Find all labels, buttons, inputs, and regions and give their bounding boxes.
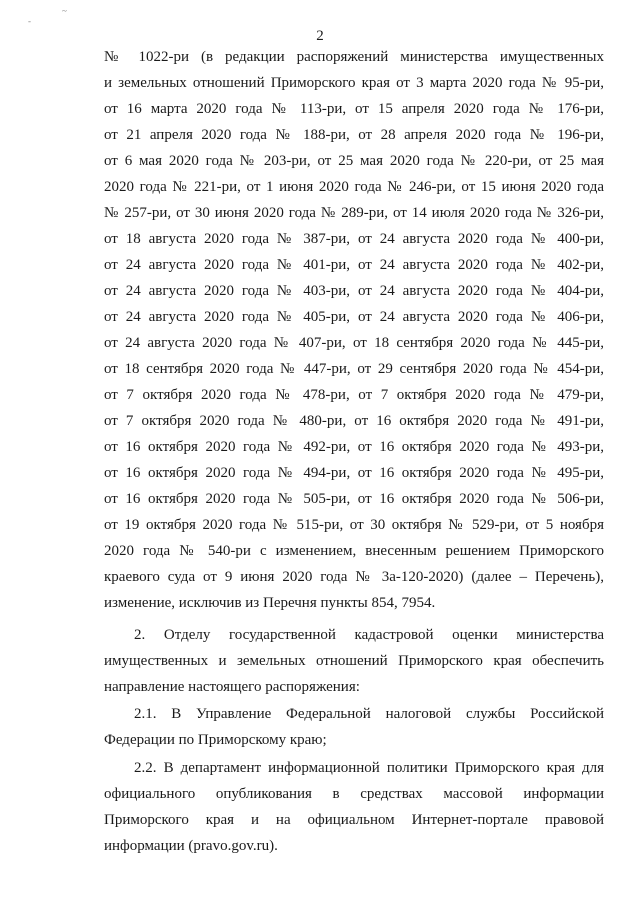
text-line: и земельных отношений Приморского края от 3 марта 2020 года № 95-ри, <box>104 75 604 91</box>
text-line: № 1022-ри (в редакции распоряжений министерства имущественных <box>104 49 604 65</box>
text-line: от 19 октября 2020 года № 515-ри, от 30 октября № 529-ри, от 5 ноября <box>104 517 604 533</box>
text-line: направление настоящего распоряжения: <box>104 679 360 695</box>
text-line: 2. Отделу государственной кадастровой оценки министерства <box>134 627 604 643</box>
text-line: Федерации по Приморскому краю; <box>104 732 327 748</box>
text-line: от 24 августа 2020 года № 403-ри, от 24 августа 2020 года № 404-ри, <box>104 283 604 299</box>
text-line: от 24 августа 2020 года № 405-ри, от 24 августа 2020 года № 406-ри, <box>104 309 604 325</box>
text-line: 2020 года № 540-ри с изменением, внесенным решением Приморского <box>104 543 604 559</box>
text-line: от 16 октября 2020 года № 492-ри, от 16 октября 2020 года № 493-ри, <box>104 439 604 455</box>
text-line: от 7 октября 2020 года № 478-ри, от 7 октября 2020 года № 479-ри, <box>104 387 604 403</box>
text-line: 2.1. В Управление Федеральной налоговой службы Российской <box>134 706 604 722</box>
text-line: от 16 марта 2020 года № 113-ри, от 15 апреля 2020 года № 176-ри, <box>104 101 604 117</box>
text-line: Приморского края и на официальном Интернет-портале правовой <box>104 812 604 828</box>
text-line: от 16 октября 2020 года № 505-ри, от 16 октября 2020 года № 506-ри, <box>104 491 604 507</box>
text-line: информации (pravo.gov.ru). <box>104 838 278 854</box>
text-line: от 24 августа 2020 года № 401-ри, от 24 августа 2020 года № 402-ри, <box>104 257 604 273</box>
text-line: 2.2. В департамент информационной политики Приморского края для <box>134 760 604 776</box>
scan-mark: - <box>28 16 31 26</box>
text-line: от 16 октября 2020 года № 494-ри, от 16 октября 2020 года № 495-ри, <box>104 465 604 481</box>
text-line: от 18 сентября 2020 года № 447-ри, от 29 сентября 2020 года № 454-ри, <box>104 361 604 377</box>
text-line: изменение, исключив из Перечня пункты 854, 7954. <box>104 595 436 611</box>
text-line: от 24 августа 2020 года № 407-ри, от 18 сентября 2020 года № 445-ри, <box>104 335 604 351</box>
text-line: от 21 апреля 2020 года № 188-ри, от 28 апреля 2020 года № 196-ри, <box>104 127 604 143</box>
text-line: от 7 октября 2020 года № 480-ри, от 16 октября 2020 года № 491-ри, <box>104 413 604 429</box>
text-line: краевого суда от 9 июня 2020 года № 3а-120-2020) (далее – Перечень), <box>104 569 604 585</box>
text-line: от 18 августа 2020 года № 387-ри, от 24 августа 2020 года № 400-ри, <box>104 231 604 247</box>
page-number: 2 <box>316 28 324 44</box>
text-line: от 6 мая 2020 года № 203-ри, от 25 мая 2020 года № 220-ри, от 25 мая <box>104 153 604 169</box>
text-line: официального опубликования в средствах массовой информации <box>104 786 604 802</box>
text-line: имущественных и земельных отношений Приморского края обеспечить <box>104 653 604 669</box>
text-line: 2020 года № 221-ри, от 1 июня 2020 года № 246-ри, от 15 июня 2020 года <box>104 179 604 195</box>
text-line: № 257-ри, от 30 июня 2020 года № 289-ри, от 14 июля 2020 года № 326-ри, <box>104 205 604 221</box>
scan-mark: ~ <box>62 6 67 16</box>
